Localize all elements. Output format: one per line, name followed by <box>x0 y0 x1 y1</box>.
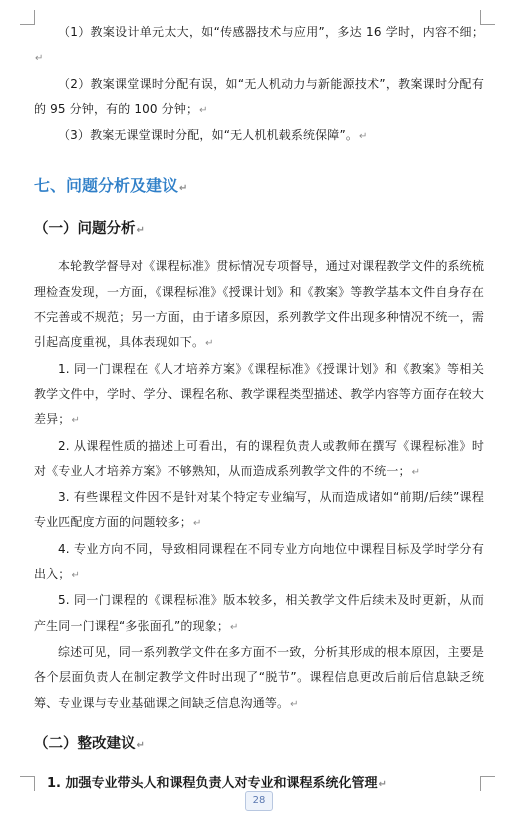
paragraph-mark: ↵ <box>35 53 44 65</box>
item-heading: 1. 加强专业带头人和课程负责人对专业和课程系统化管理↵ <box>47 775 387 791</box>
subsection-heading: （二）整改建议↵ <box>34 735 145 752</box>
paragraph-mark: ↵ <box>136 739 145 751</box>
paragraph: 综述可见，同一系列教学文件在多方面不一致，分析其形成的根本原因，主要是各个层面负责人在制定教学文件时出现了“脱节”。课程信息更改后前后信息缺乏统筹、专业课与专业基础课之间缺乏信息沟通等。↵ <box>34 644 484 710</box>
paragraph: 1. 同一门课程在《人才培养方案》《课程标准》《授课计划》和《教案》等相关教学文件中，学时、学分、课程名称、教学课程类型描述、教学内容等方面存在较大差异；↵ <box>34 361 484 427</box>
page-number: 28 <box>245 791 273 811</box>
paragraph: （2）教案课堂课时分配有误，如“无人机动力与新能源技术”，教案课时分配有的 95 分钟，有的 100 分钟；↵ <box>34 76 484 116</box>
paragraph-mark: ↵ <box>411 466 421 478</box>
paragraph-mark: ↵ <box>230 621 239 633</box>
section-heading: 七、问题分析及建议↵ <box>34 176 188 196</box>
paragraph: （3）教案无课堂课时分配，如“无人机机载系统保障”。↵ <box>58 128 368 143</box>
document-body <box>34 20 484 800</box>
subsection-heading: （一）问题分析↵ <box>34 221 145 238</box>
paragraph-mark: ↵ <box>136 225 145 237</box>
paragraph: 3. 有些课程文件因不是针对某个特定专业编写，从而造成诸如“前期/后续”课程专业匹配度方面的问题较多；↵ <box>34 490 484 530</box>
paragraph: 2. 从课程性质的描述上可看出，有的课程负责人或教师在撰写《课程标准》时对《专业人才培养方案》不够熟知，从而造成系列教学文件的不统一；↵ <box>34 438 484 478</box>
paragraph-mark: ↵ <box>205 338 214 350</box>
paragraph-mark: ↵ <box>71 415 80 427</box>
paragraph: 4. 专业方向不同，导致相同课程在不同专业方向地位中课程目标及学时学分有出入；↵ <box>34 541 484 582</box>
paragraph-mark: ↵ <box>290 698 299 710</box>
crop-mark-bottom-left <box>20 776 35 791</box>
paragraph-mark: ↵ <box>199 104 208 116</box>
paragraph: 5. 同一门课程的《课程标准》版本较多，相关教学文件后续未及时更新，从而产生同一门课程“多张面孔”的现象；↵ <box>34 593 484 633</box>
paragraph-mark: ↵ <box>378 778 387 790</box>
crop-mark-top-left <box>20 10 35 25</box>
paragraph-mark: ↵ <box>179 183 188 195</box>
paragraph-mark: ↵ <box>192 518 202 530</box>
paragraph-mark: ↵ <box>358 131 368 143</box>
paragraph: 本轮教学督导对《课程标准》贯标情况专项督导，通过对课程教学文件的系统梳理检查发现，一方面，《课程标准》《授课计划》和《教案》等教学基本文件自身存在不完善或不规范；另一方面，由于诸多原因，系列教学文件出现多种情况不统一，需引起高度重视，具体表现如下。↵ <box>34 259 484 350</box>
paragraph-mark: ↵ <box>71 570 80 582</box>
paragraph: （1）教案设计单元太大，如“传感器技术与应用”，多达 16 学时，内容不细；↵ <box>35 25 484 65</box>
